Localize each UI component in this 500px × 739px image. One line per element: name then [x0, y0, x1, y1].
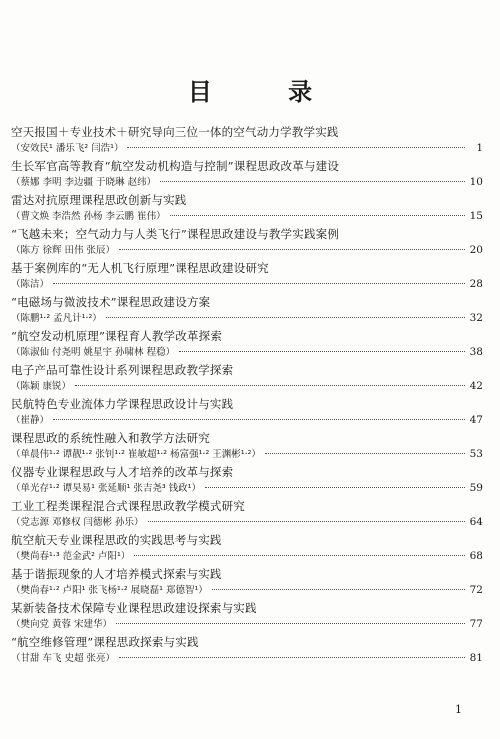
toc-entry-page: 28 — [469, 278, 483, 290]
dot-leader — [119, 248, 465, 250]
toc-entry-line — [11, 514, 483, 528]
toc-entry-title: “航空维修管理”课程思政探索与实践 — [11, 635, 199, 649]
toc-entry-title: “电磁场与微波技术”课程思政建设方案 — [11, 295, 211, 309]
toc-entry-authors: （单晨伟¹·² 谭靓¹·² 张钊¹·² 崔敏超¹·² 杨富强¹·² 王渊彬¹·²） — [11, 449, 261, 460]
toc-entry-page: 1 — [476, 142, 483, 154]
toc-entry-page: 47 — [469, 414, 483, 426]
toc-entry-authors: （崔静） — [11, 415, 50, 426]
toc-entry-authors: （樊向党 黄蓉 宋建华） — [11, 619, 113, 630]
toc-entry-line — [11, 242, 483, 256]
toc-entry-line — [11, 548, 483, 562]
toc-entry-page: 32 — [469, 312, 483, 324]
toc-entry[interactable] — [11, 224, 483, 258]
toc-entry[interactable] — [11, 292, 483, 326]
page-number: 1 — [455, 703, 462, 716]
toc-entry-title: 空天报国＋专业技术＋研究导向三位一体的空气动力学教学实践 — [11, 125, 339, 139]
dot-leader — [179, 350, 465, 352]
toc-entry[interactable] — [11, 258, 483, 292]
dot-leader — [106, 316, 465, 318]
toc-entry-line — [11, 412, 483, 426]
toc-entry[interactable] — [11, 326, 483, 360]
toc-entry-title: 工业工程类课程混合式课程思政教学模式研究 — [11, 499, 245, 513]
toc-entry-authors: （陈方 徐辉 田伟 张辰） — [11, 245, 116, 256]
toc-entry-line — [11, 378, 483, 392]
dot-leader — [160, 180, 465, 182]
toc-entry-authors: （陈颖 康锐） — [11, 381, 72, 392]
toc-entry-title: 基于案例库的“无人机飞行原理”课程思政建设研究 — [11, 261, 269, 275]
page-title: 目 录 — [187, 78, 347, 106]
toc-entry-line — [11, 276, 483, 290]
toc-entry-line — [11, 174, 483, 188]
toc-entry[interactable] — [11, 530, 483, 564]
toc-entry-title: 基于谐振现象的人才培养模式探索与实践 — [11, 567, 222, 581]
toc-entry-authors: （安效民¹ 潘乐飞² 闫浩¹） — [11, 143, 124, 154]
dot-leader — [205, 486, 465, 488]
dot-leader — [53, 282, 465, 284]
toc-entry[interactable] — [11, 496, 483, 530]
toc-entry-authors: （陈鹏¹·² 孟凡计¹·²） — [11, 313, 102, 324]
dot-leader — [170, 214, 465, 216]
toc-entry-line — [11, 310, 483, 324]
toc-entry-page: 77 — [469, 618, 483, 630]
dot-leader — [116, 622, 465, 624]
dot-leader — [127, 146, 465, 148]
toc-entry-page: 81 — [469, 652, 483, 664]
toc-entry-title: 课程思政的系统性融入和教学方法研究 — [11, 431, 210, 445]
toc-entry-title: 电子产品可靠性设计系列课程思政教学探索 — [11, 363, 234, 377]
dot-leader — [75, 384, 465, 386]
toc-entry-page: 53 — [469, 448, 483, 460]
dot-leader — [265, 452, 465, 454]
toc-entry[interactable] — [11, 428, 483, 462]
toc-entry-line — [11, 446, 483, 460]
toc-entry[interactable] — [11, 564, 483, 598]
toc-entry[interactable] — [11, 394, 483, 428]
toc-entry-title: 仪器专业课程思政与人才培养的改革与探索 — [11, 465, 234, 479]
toc-entry[interactable] — [11, 632, 483, 666]
toc-entry-line — [11, 582, 483, 596]
toc-entry[interactable] — [11, 156, 483, 190]
toc-entry-authors: （甘甜 车飞 史超 张亮） — [11, 653, 116, 664]
toc-entry-authors: （曹文焕 李浩然 孙杨 李云鹏 崔伟） — [11, 211, 166, 222]
toc-entry-title: “航空发动机原理”课程育人教学改革探索 — [11, 329, 223, 343]
toc-entry-title: 雷达对抗原理课程思政创新与实践 — [11, 193, 187, 207]
toc-entry[interactable] — [11, 598, 483, 632]
toc-entry-title: 某新装备技术保障专业课程思政建设探索与实践 — [11, 601, 257, 615]
toc-entry-page: 72 — [469, 584, 483, 596]
toc-entry-line — [11, 616, 483, 630]
toc-entry-authors: （陈洁） — [11, 279, 50, 290]
toc-entry-page: 42 — [469, 380, 483, 392]
toc-entry-page: 68 — [469, 550, 483, 562]
toc-entry-line — [11, 650, 483, 664]
toc-entry-page: 59 — [469, 482, 483, 494]
toc-entry[interactable] — [11, 190, 483, 224]
toc-entry-page: 10 — [469, 176, 483, 188]
toc-entry[interactable] — [11, 122, 483, 156]
toc-entry-line — [11, 480, 483, 494]
toc-entry-page: 20 — [469, 244, 483, 256]
toc-entry-authors: （樊尚春¹·² 卢阳¹ 张飞杨¹·² 展晓磊¹ 郑德智¹） — [11, 585, 208, 596]
toc-entry-line — [11, 140, 483, 154]
table-of-contents — [11, 122, 483, 666]
toc-entry-authors: （单光存¹·² 谭昊易¹ 张延顺¹ 张吉尧³ 钱政¹） — [11, 483, 201, 494]
dot-leader — [134, 554, 465, 556]
toc-entry-title: 生长军官高等教育“航空发动机构造与控制”课程思政改革与建设 — [11, 159, 340, 173]
dot-leader — [148, 520, 465, 522]
dot-leader — [212, 588, 465, 590]
toc-entry-authors: （党志源 邓修权 闫德彬 孙乐） — [11, 517, 144, 528]
toc-entry-line — [11, 208, 483, 222]
toc-entry-line — [11, 344, 483, 358]
toc-entry-authors: （樊尚春¹·³ 范金武² 卢阳¹） — [11, 551, 131, 562]
dot-leader — [53, 418, 465, 420]
toc-entry-page: 38 — [469, 346, 483, 358]
toc-entry[interactable] — [11, 462, 483, 496]
toc-entry-authors: （陈淑仙 付尧明 姚星宇 孙啸林 程稳） — [11, 347, 176, 358]
toc-entry-authors: （蔡娜 李明 李边疆 于晓琳 赵纬） — [11, 177, 157, 188]
toc-entry-page: 15 — [469, 210, 483, 222]
toc-entry-title: 民航特色专业流体力学课程思政设计与实践 — [11, 397, 234, 411]
toc-entry-title: “飞越未来；空气动力与人类飞行”课程思政建设与教学实践案例 — [11, 227, 340, 241]
toc-entry-title: 航空航天专业课程思政的实践思考与实践 — [11, 533, 222, 547]
toc-entry-page: 64 — [469, 516, 483, 528]
dot-leader — [119, 656, 465, 658]
toc-entry[interactable] — [11, 360, 483, 394]
